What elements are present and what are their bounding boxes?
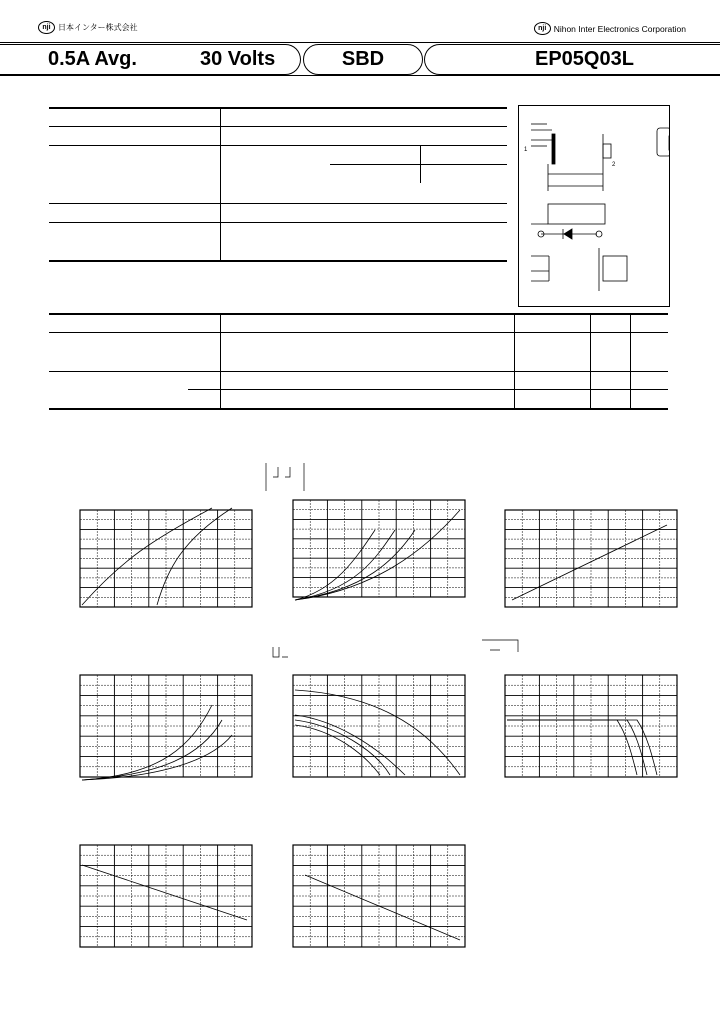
transient-thermal-impedance-chart	[275, 835, 475, 965]
part-number-band	[424, 44, 720, 75]
forward-power-dissipation-chart	[275, 490, 475, 615]
device-type	[303, 44, 423, 75]
series-curve	[82, 720, 222, 780]
logo-jp	[38, 21, 138, 34]
current-rating: 0.5A Avg.	[48, 48, 137, 70]
series-curve	[82, 508, 212, 605]
part-number: EP05Q03L	[535, 48, 634, 70]
device-type-label: SBD	[341, 48, 385, 70]
test-waveform-icon	[270, 645, 292, 665]
surge-current-chart	[62, 835, 262, 965]
company-logo-icon: nji	[534, 22, 551, 35]
voltage-rating: 30 Volts	[200, 48, 276, 70]
current-derating-chart	[275, 665, 475, 795]
series-curve	[295, 530, 375, 600]
company-name-jp: 日本インター株式会社	[58, 23, 138, 32]
series-curve	[512, 525, 667, 600]
series-curve	[82, 735, 232, 780]
series-curve	[305, 875, 460, 940]
series-curve	[157, 508, 232, 605]
company-logo-icon: nji	[38, 21, 55, 34]
ambient-derating-chart	[487, 665, 687, 795]
forward-characteristics-chart	[62, 500, 262, 625]
package-dimension-icon	[519, 106, 669, 306]
reverse-power-dissipation-chart	[62, 665, 262, 795]
series-curve	[295, 715, 405, 775]
series-curve	[295, 690, 460, 775]
junction-capacitance-chart	[487, 500, 687, 625]
test-waveform-icon	[265, 463, 305, 491]
test-waveform-icon	[480, 638, 520, 656]
series-curve	[82, 865, 247, 920]
rating-band	[0, 44, 301, 75]
package-outline-drawing	[518, 105, 670, 307]
pin2-label: 2	[612, 162, 616, 168]
company-name-en: Nihon Inter Electronics Corporation	[553, 23, 686, 34]
pin1-label: 1	[524, 147, 528, 153]
logo-en	[534, 22, 686, 35]
